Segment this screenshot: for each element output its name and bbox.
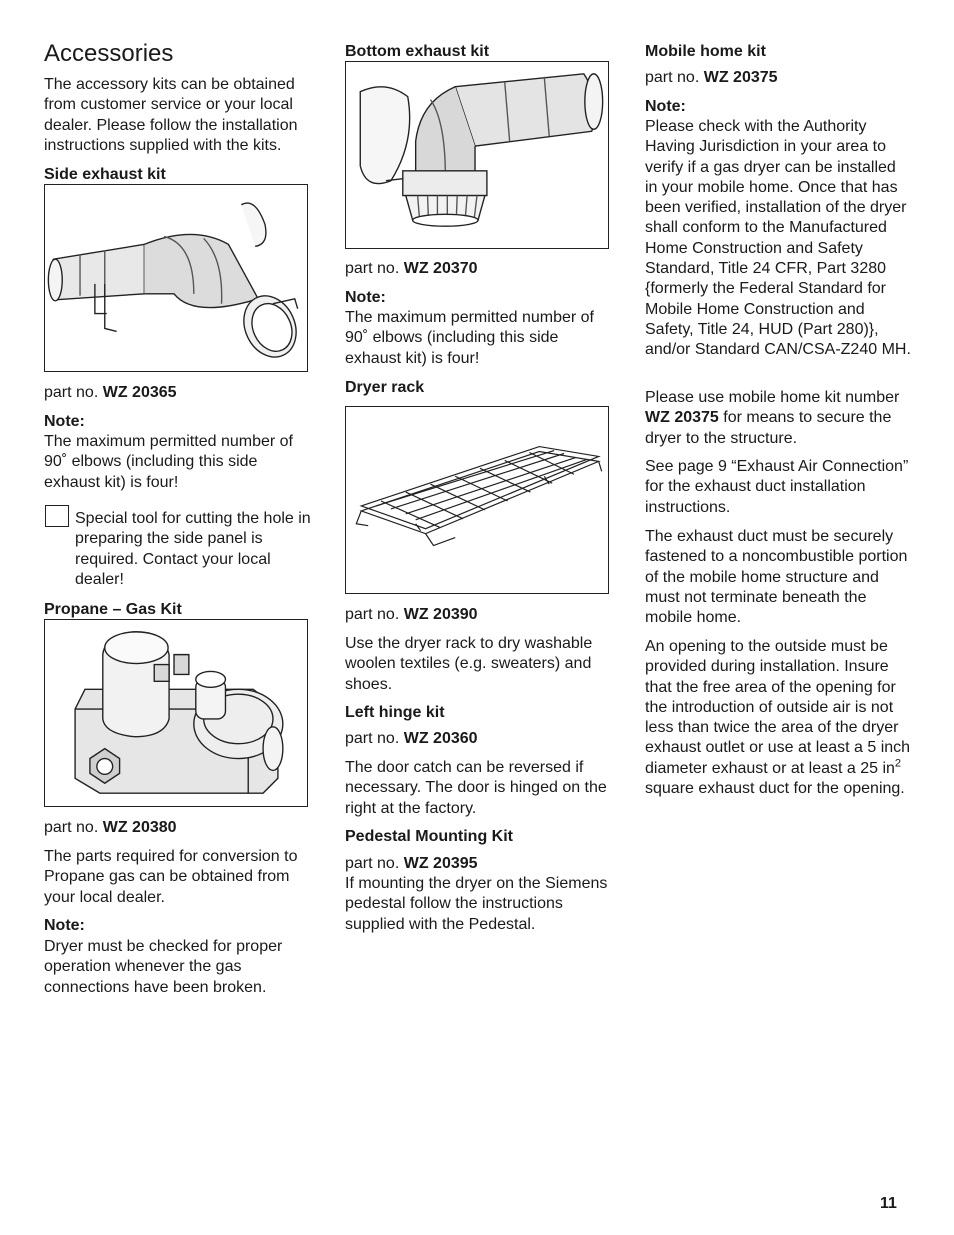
- dryer-rack-desc: Use the dryer rack to dry washable woolen textiles (e.g. sweaters) and shoes.: [345, 635, 593, 693]
- side-exhaust-note-label: Note:: [44, 413, 85, 430]
- bottom-exhaust-kit-image: [346, 62, 608, 248]
- propane-heading: Propane – Gas Kit: [44, 601, 182, 618]
- dryer-rack-image: [346, 407, 608, 593]
- part-number: WZ 20360: [403, 730, 478, 747]
- mobile-home-part: [645, 68, 911, 88]
- propane-desc: The parts required for conversion to Propane gas can be obtained from your local dealer.: [44, 848, 298, 906]
- bottom-exhaust-note: The maximum permitted number of 90˚ elbows (including this side exhaust kit) is four!: [345, 309, 594, 367]
- part-number: WZ 20380: [102, 819, 177, 836]
- bottom-exhaust-illustration: [345, 61, 609, 249]
- mobile-home-kit-para: [645, 388, 911, 449]
- part-number: WZ 20395: [403, 855, 478, 872]
- part-label: part no.: [345, 855, 400, 872]
- para-text: An opening to the outside must be provided during installation. Insure that the free area of the opening for the introduction of outside air is not less than twice the area of the dryer exhaust outlet or use at least a 5 inch diameter exhaust or at least a 25 in: [645, 638, 911, 777]
- propane-note-label: Note:: [44, 917, 85, 934]
- left-hinge-heading: Left hinge kit: [345, 704, 445, 721]
- propane-gas-kit-image: [45, 620, 307, 806]
- side-exhaust-part: [44, 383, 310, 403]
- duct-fastening-para: The exhaust duct must be securely fastened to a noncombustible portion of the mobile home structure and must not terminate beneath the mobile home.: [645, 528, 908, 627]
- bottom-exhaust-note-label: Note:: [345, 289, 386, 306]
- special-tool-icon: [45, 505, 69, 527]
- special-tool-note: Special tool for cutting the hole in preparing the side panel is required. Contact your local dealer!: [75, 510, 311, 588]
- bottom-exhaust-part: [345, 259, 611, 279]
- dryer-rack-heading: Dryer rack: [345, 379, 425, 396]
- propane-part: [44, 818, 310, 838]
- part-label: part no.: [44, 384, 99, 401]
- pedestal-part: [345, 854, 611, 874]
- part-number: WZ 20365: [102, 384, 177, 401]
- bottom-exhaust-heading: Bottom exhaust kit: [345, 43, 490, 60]
- intro-text: The accessory kits can be obtained from customer service or your local dealer. Please follow the installation instructions supplied with the kits.: [44, 76, 298, 154]
- mobile-home-note: Please check with the Authority Having Jurisdiction in your area to verify if a gas dryer can be installed in your mobile home. Once that has been verified, installation of the dryer shall conform to the Manufactured Home Construction and Safety Standard, Title 24 CFR, Part 3280 {formerly the Federal Standard for Mobile Home Construction and Safety, Title 24, HUD (Part 280)}, and/or Standard CAN/CSA-Z240 MH.: [645, 118, 911, 359]
- part-label: part no.: [44, 819, 99, 836]
- para-text: for means to secure the dryer to the structure.: [645, 409, 892, 447]
- side-exhaust-note: The maximum permitted number of 90˚ elbows (including this side exhaust kit) is four!: [44, 433, 293, 491]
- dryer-rack-part: [345, 605, 611, 625]
- propane-note: Dryer must be checked for proper operation whenever the gas connections have been broken.: [44, 938, 283, 996]
- side-exhaust-kit-image: [45, 185, 307, 371]
- side-exhaust-heading: Side exhaust kit: [44, 166, 166, 183]
- exhaust-reference-para: See page 9 “Exhaust Air Connection” for the exhaust duct installation instructions.: [645, 458, 909, 516]
- part-number: WZ 20375: [645, 409, 719, 427]
- mobile-home-heading: Mobile home kit: [645, 43, 766, 60]
- page-title: Accessories: [44, 40, 174, 67]
- pedestal-heading: Pedestal Mounting Kit: [345, 828, 513, 845]
- dryer-rack-illustration: [345, 406, 609, 594]
- part-label: part no.: [345, 730, 400, 747]
- part-number: WZ 20390: [403, 606, 478, 623]
- part-label: part no.: [345, 606, 400, 623]
- propane-kit-illustration: [44, 619, 308, 807]
- left-hinge-desc: The door catch can be reversed if necessary. The door is hinged on the right at the factory.: [345, 759, 607, 817]
- side-exhaust-illustration: [44, 184, 308, 372]
- part-label: part no.: [645, 69, 700, 86]
- para-text: Please use mobile home kit number: [645, 389, 900, 406]
- left-hinge-part: [345, 729, 611, 749]
- part-number: WZ 20370: [403, 260, 478, 277]
- part-label: part no.: [345, 260, 400, 277]
- para-text: square exhaust duct for the opening.: [645, 780, 905, 798]
- pedestal-desc: If mounting the dryer on the Siemens pedestal follow the instructions supplied with the Pedestal.: [345, 875, 608, 933]
- mobile-home-note-label: Note:: [645, 98, 686, 115]
- outside-air-para: [645, 637, 911, 799]
- part-number: WZ 20375: [703, 69, 778, 86]
- page-number: 11: [880, 1195, 897, 1212]
- superscript: 2: [894, 757, 902, 770]
